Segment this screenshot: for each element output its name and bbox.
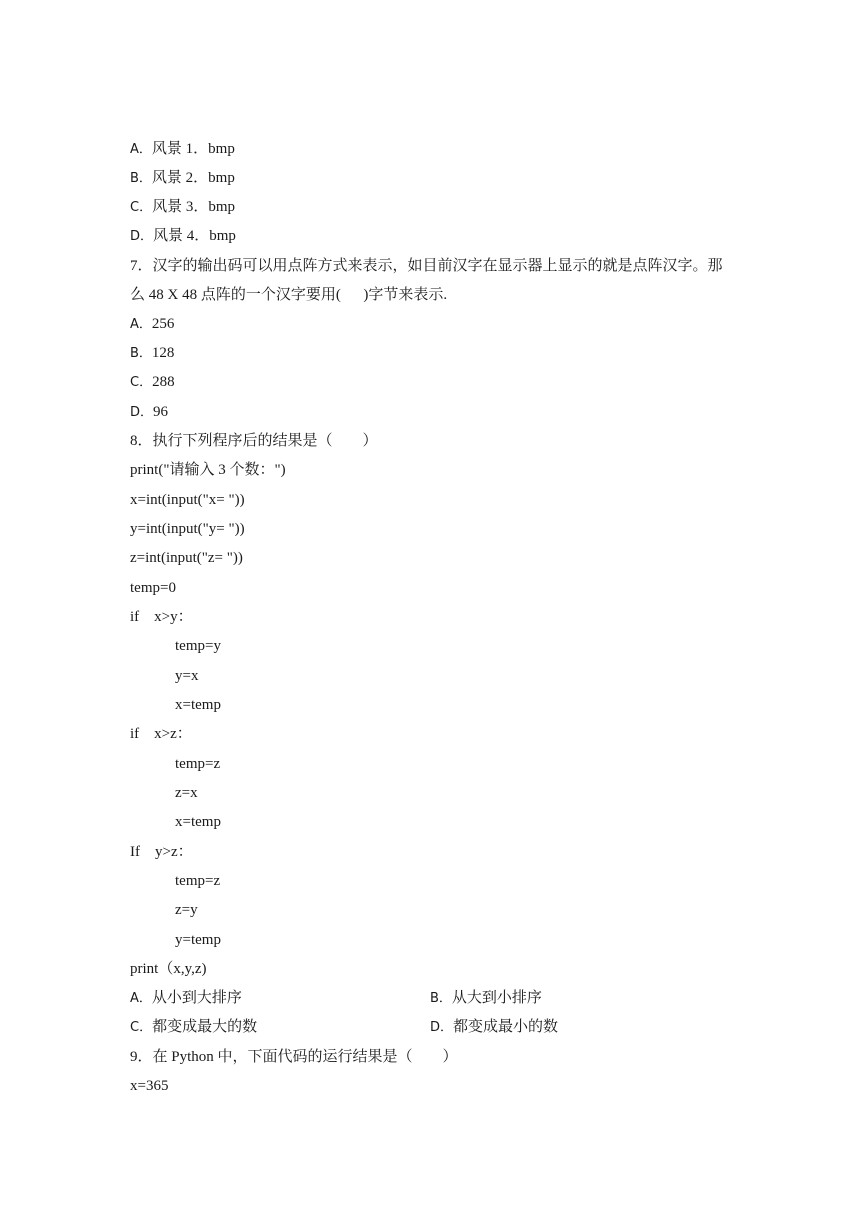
code-line: z=y [175, 902, 198, 918]
option-letter: B． [130, 346, 152, 361]
option-letter: C． [130, 1020, 153, 1035]
option-text: 风景 2．bmp [151, 170, 235, 186]
code-line: temp=0 [130, 580, 176, 596]
code-line: x=365 [130, 1078, 169, 1094]
code-line: z=int(input("z= ")) [130, 550, 243, 566]
option-letter: D． [130, 229, 154, 244]
q7-stem-line2: 么 48 X 48 点阵的一个汉字要用( )字节来表示. [130, 287, 448, 303]
option-letter: B． [130, 171, 152, 186]
code-line: If y>z： [130, 844, 193, 860]
option-letter: D． [130, 405, 154, 420]
q8-option-d [430, 1017, 558, 1038]
q6-option-b [130, 168, 235, 189]
code-line: x=temp [175, 697, 221, 713]
option-text: 都变成最小的数 [453, 1019, 559, 1035]
option-letter: C． [130, 200, 153, 215]
code-line: y=temp [175, 932, 221, 948]
code-line: temp=y [175, 638, 221, 654]
q6-option-a [130, 139, 235, 160]
code-line: temp=z [175, 756, 221, 772]
option-text: 风景 1．bmp [151, 141, 235, 157]
option-letter: A． [130, 991, 152, 1006]
option-text: 从大到小排序 [451, 990, 542, 1006]
code-line: x=temp [175, 814, 221, 830]
q9-stem: 9．在 Python 中，下面代码的运行结果是（ ） [130, 1049, 458, 1065]
option-letter: A． [130, 317, 152, 332]
option-letter: C． [130, 375, 153, 390]
q7-option-a [130, 314, 174, 335]
option-letter: B． [430, 991, 452, 1006]
q8-option-b [430, 988, 542, 1009]
option-letter: A． [130, 142, 152, 157]
code-line: if x>y： [130, 609, 193, 625]
option-text: 288 [152, 374, 175, 390]
q6-option-c [130, 197, 235, 218]
option-text: 96 [153, 404, 169, 420]
code-line: print（x,y,z) [130, 961, 207, 977]
code-line: if x>z： [130, 726, 192, 742]
code-line: y=int(input("y= ")) [130, 521, 245, 537]
option-text: 256 [151, 316, 175, 332]
option-text: 风景 3．bmp [152, 199, 235, 215]
q7-option-b [130, 343, 174, 364]
q7-stem-line1: 7．汉字的输出码可以用点阵方式来表示，如目前汉字在显示器上显示的就是点阵汉字。那 [130, 258, 723, 274]
code-line: print("请输入 3 个数：") [130, 462, 286, 478]
option-text: 风景 4．bmp [153, 228, 236, 244]
option-text: 从小到大排序 [151, 990, 242, 1006]
option-text: 128 [151, 345, 175, 361]
option-text: 都变成最大的数 [152, 1019, 258, 1035]
q8-option-c [130, 1017, 257, 1038]
code-line: temp=z [175, 873, 221, 889]
code-line: z=x [175, 785, 198, 801]
q8-option-a [130, 988, 242, 1009]
code-line: y=x [175, 668, 199, 684]
q8-stem: 8．执行下列程序后的结果是（ ） [130, 433, 378, 449]
q7-option-d [130, 402, 168, 423]
option-letter: D． [430, 1020, 454, 1035]
q7-option-c [130, 372, 175, 393]
code-line: x=int(input("x= ")) [130, 492, 245, 508]
q6-option-d [130, 226, 236, 247]
